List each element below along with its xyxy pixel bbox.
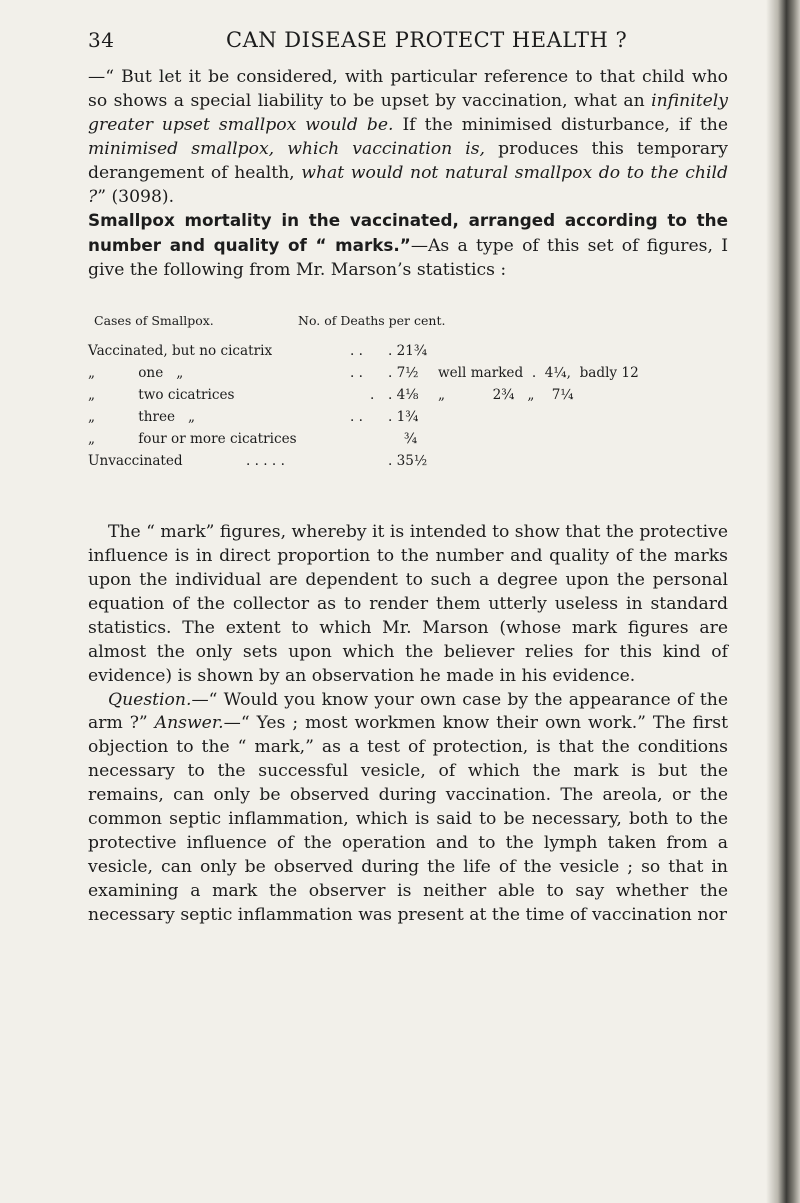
- table-row: [88, 453, 728, 473]
- row-leader: . .: [350, 365, 363, 382]
- table-row: [88, 409, 728, 429]
- section-heading: Smallpox mortality in the vaccinated, arranged according to the number and quality of “ marks.”: [88, 210, 728, 256]
- running-header: [88, 22, 728, 62]
- table-row: [88, 387, 728, 407]
- question-label: Question.: [108, 689, 192, 710]
- row-label: „ one „: [88, 365, 184, 382]
- row-leader: .: [370, 387, 375, 404]
- column-header-deaths: No. of Deaths per cent.: [298, 313, 446, 329]
- text-run: produces this temporary derangement of health,: [88, 138, 729, 183]
- section-text: —As a type of this set of figures, I give the following from Mr. Marson’s statistics :: [88, 236, 728, 281]
- row-label: „ four or more cicatrices: [88, 431, 297, 448]
- marks-paragraph: The “ mark” figures, whereby it is intended to show that the protective influence is in direct proportion to the number and quality of the marks upon the individual are dependent to such a degree upon the personal equation of the collector as to render them utterly useless in standard statistics. The extent to which Mr. Marson (whose mark figures are almost the only sets upon which the believer relies for this kind of evidence) is shown by an observation he made in his evidence.: [88, 522, 728, 686]
- row-label: „ three „: [88, 409, 196, 426]
- row-value: . 35½: [388, 453, 428, 470]
- row-label: Vaccinated, but no cicatrix: [88, 343, 273, 360]
- answer-label: Answer.: [154, 713, 224, 734]
- row-value: ¾: [404, 431, 418, 448]
- page-edge-shadow: [766, 0, 800, 1203]
- row-leader: . .: [350, 409, 363, 426]
- italic-run: minimised smallpox, which vaccination is,: [88, 138, 486, 159]
- row-leader: . .: [350, 343, 363, 360]
- section-paragraph: [88, 209, 728, 283]
- text-run: ” (3098).: [97, 186, 175, 207]
- text-run: —“ But let it be considered, with particular reference to that child who so shows a special liability to be upset by vaccination, what an: [88, 67, 728, 111]
- running-title: CAN DISEASE PROTECT HEALTH ?: [226, 28, 628, 52]
- page-number: 34: [88, 28, 115, 52]
- row-extra: „ 2¾ „ 7¼: [438, 387, 574, 404]
- italic-run: what would not natural smallpox do to the child ?: [88, 162, 728, 207]
- column-header-cases: Cases of Smallpox.: [94, 313, 214, 329]
- page-body: [88, 66, 728, 928]
- quote-paragraph: [88, 66, 728, 209]
- table-row: [88, 343, 728, 363]
- row-value: . 21¾: [388, 343, 428, 360]
- mortality-table: [88, 313, 728, 521]
- table-row: [88, 431, 728, 451]
- row-value: . 1¾: [388, 409, 419, 426]
- row-label: „ two cicatrices: [88, 387, 235, 404]
- row-value: . 7½: [388, 365, 419, 382]
- question-text: —“ Would you know your own case by the appearance of the arm ?”: [88, 689, 728, 734]
- answer-text: —“ Yes ; most workmen know their own work.” The first objection to the “ mark,” as a test of protection, is that the conditions necessary to the successful vesicle, of which the mark is but the remains, can only be observed during vaccination. The areola, or the common septic inflammation, which is said to be necessary, both to the protective influence of the operation and to the lymph taken from a vesicle, can only be observed during the life of the vesicle ; so that in examining a mark the observer is neither able to say whether the necessary septic inflammation was present at the time of vaccination nor: [88, 713, 728, 925]
- text-run: If the minimised disturbance, if the: [393, 114, 728, 135]
- italic-run: infinitely greater upset smallpox would be.: [88, 90, 728, 135]
- question-answer-paragraph: [88, 689, 728, 928]
- table-row: [88, 365, 728, 385]
- row-value: . 4⅛: [388, 387, 419, 404]
- row-leader: . . . . .: [246, 453, 285, 470]
- row-extra: well marked . 4¼, badly 12: [438, 365, 639, 382]
- row-label: Unvaccinated: [88, 453, 183, 470]
